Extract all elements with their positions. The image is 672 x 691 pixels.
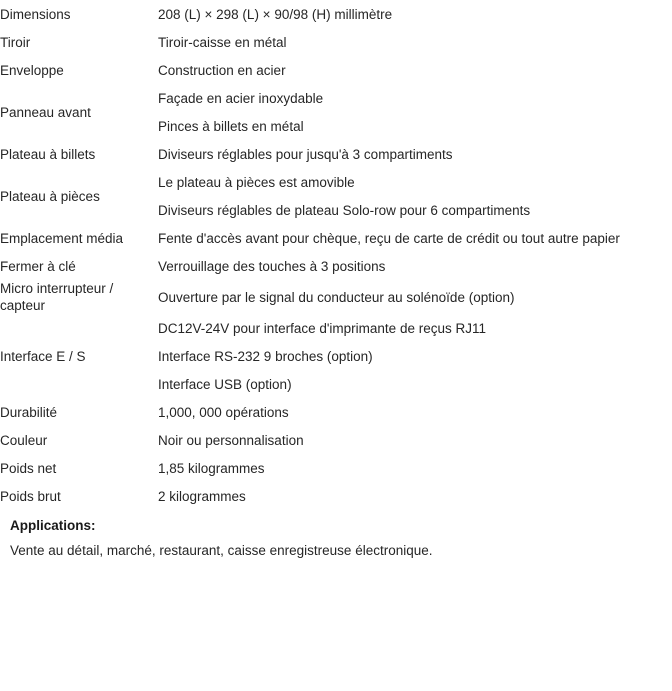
spec-row bbox=[0, 224, 672, 252]
spec-label: Emplacement média bbox=[0, 230, 124, 246]
spec-label: Micro interrupteur / capteur bbox=[0, 281, 114, 313]
spec-row bbox=[0, 398, 672, 426]
spec-label: Plateau à billets bbox=[0, 146, 96, 162]
spec-value: Verrouillage des touches à 3 positions bbox=[158, 258, 386, 274]
spec-row bbox=[0, 280, 672, 314]
spec-row bbox=[0, 454, 672, 482]
spec-label: Interface E / S bbox=[0, 348, 86, 364]
applications-heading: Applications: bbox=[10, 518, 96, 533]
spec-value: Tiroir-caisse en métal bbox=[158, 34, 287, 50]
spec-value: Pinces à billets en métal bbox=[158, 118, 304, 134]
spec-label: Plateau à pièces bbox=[0, 188, 100, 204]
spec-label: Fermer à clé bbox=[0, 258, 76, 274]
spec-row bbox=[0, 168, 672, 196]
spec-row bbox=[0, 426, 672, 454]
spec-value: Diviseurs réglables de plateau Solo-row pour 6 compartiments bbox=[158, 202, 531, 218]
spec-label: Couleur bbox=[0, 432, 48, 448]
spec-row bbox=[0, 314, 672, 342]
spec-label: Enveloppe bbox=[0, 62, 64, 78]
spec-value: DC12V-24V pour interface d'imprimante de reçus RJ11 bbox=[158, 320, 486, 336]
spec-value: Diviseurs réglables pour jusqu'à 3 compartiments bbox=[158, 146, 453, 162]
spec-row bbox=[0, 56, 672, 84]
spec-row bbox=[0, 140, 672, 168]
spec-label: Tiroir bbox=[0, 34, 31, 50]
spec-value: 2 kilogrammes bbox=[158, 488, 246, 504]
spec-label: Panneau avant bbox=[0, 104, 91, 120]
spec-label: Poids brut bbox=[0, 488, 61, 504]
spec-label: Dimensions bbox=[0, 6, 71, 22]
spec-value: Ouverture par le signal du conducteur au solénoïde (option) bbox=[158, 289, 515, 305]
spec-value: 1,000, 000 opérations bbox=[158, 404, 289, 420]
spec-row bbox=[0, 252, 672, 280]
spec-value: Fente d'accès avant pour chèque, reçu de carte de crédit ou tout autre papier bbox=[158, 230, 620, 246]
spec-label: Durabilité bbox=[0, 404, 58, 420]
spec-value: Construction en acier bbox=[158, 62, 286, 78]
spec-label: Poids net bbox=[0, 460, 57, 476]
spec-value: 208 (L) × 298 (L) × 90/98 (H) millimètre bbox=[158, 6, 393, 22]
applications-body: Vente au détail, marché, restaurant, caisse enregistreuse électronique. bbox=[10, 543, 433, 558]
spec-value: 1,85 kilogrammes bbox=[158, 460, 265, 476]
spec-value: Interface USB (option) bbox=[158, 376, 292, 392]
spec-value: Noir ou personnalisation bbox=[158, 432, 304, 448]
spec-row bbox=[0, 482, 672, 510]
spec-row bbox=[0, 0, 672, 28]
spec-value: Interface RS-232 9 broches (option) bbox=[158, 348, 373, 364]
spec-value: Façade en acier inoxydable bbox=[158, 90, 324, 106]
spec-row bbox=[0, 28, 672, 56]
spec-value: Le plateau à pièces est amovible bbox=[158, 174, 355, 190]
spec-row bbox=[0, 84, 672, 112]
applications-section bbox=[10, 516, 672, 560]
